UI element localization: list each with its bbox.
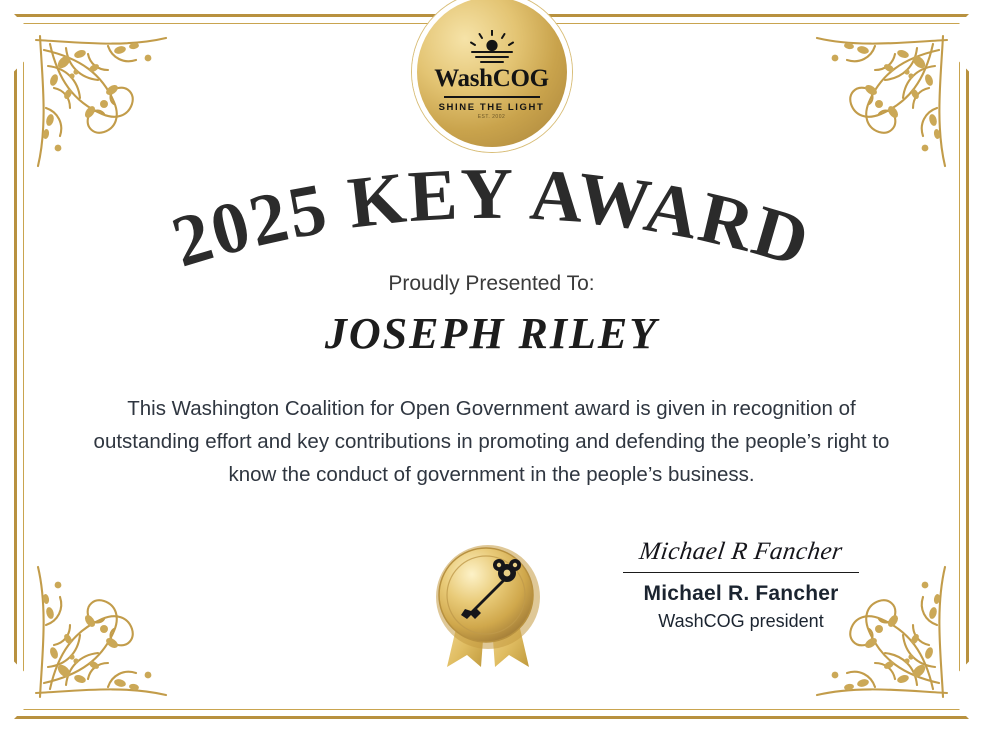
seal-microtext: EST. 2002 (477, 113, 506, 120)
award-title (0, 160, 983, 290)
key-medal-icon (423, 535, 553, 680)
signatory-title: WashCOG president (658, 611, 824, 632)
signature-script: Michael R Fancher (637, 538, 845, 565)
floral-flourish-icon (28, 28, 178, 178)
floral-flourish-icon (805, 28, 955, 178)
seal-brand-name: WashCOG (434, 65, 549, 93)
presented-to-label: Proudly Presented To: (388, 272, 595, 295)
signature-block (596, 538, 886, 632)
seal-divider (444, 96, 540, 98)
signature-line (623, 572, 859, 574)
recipient-name: JOSEPH RILEY (324, 309, 659, 358)
svg-text:2025 KEY AWARD (163, 160, 819, 282)
signatory-name: Michael R. Fancher (643, 582, 839, 606)
sunrise-icon (460, 30, 524, 64)
floral-flourish-icon (28, 555, 178, 705)
award-description: This Washington Coalition for Open Government award is given in recognition of outstanding effort and key contributions in promoting and defending the people’s right to know the conduct of government in the people’s business. (93, 397, 890, 487)
award-title-text: 2025 KEY AWARD (163, 160, 820, 283)
seal-tagline: SHINE THE LIGHT (438, 101, 545, 113)
